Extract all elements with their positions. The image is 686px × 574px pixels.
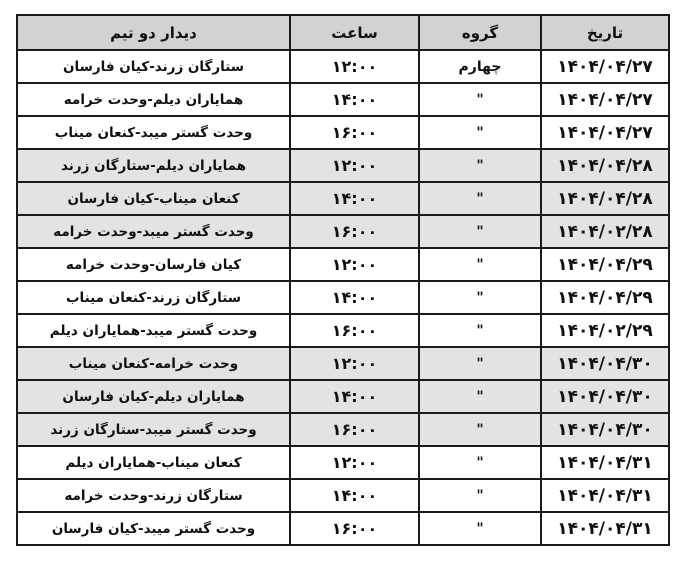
match-cell: ستارگان زرند-کیان فارسان: [17, 50, 290, 83]
group-cell: ": [419, 446, 541, 479]
date-cell: ۱۴۰۴/۰۴/۳۱: [541, 446, 669, 479]
table-row: [17, 347, 669, 380]
match-cell: وحدت خرامه-کنعان میناب: [17, 347, 290, 380]
group-cell: ": [419, 314, 541, 347]
date-cell: ۱۴۰۴/۰۴/۳۰: [541, 380, 669, 413]
time-cell: ۱۴:۰۰: [290, 281, 419, 314]
time-cell: ۱۲:۰۰: [290, 446, 419, 479]
group-cell: ": [419, 347, 541, 380]
time-cell: ۱۴:۰۰: [290, 479, 419, 512]
group-cell: ": [419, 479, 541, 512]
date-cell: ۱۴۰۴/۰۴/۳۱: [541, 512, 669, 545]
table-row: [17, 446, 669, 479]
time-cell: ۱۶:۰۰: [290, 314, 419, 347]
table-row: [17, 149, 669, 182]
group-cell: ": [419, 413, 541, 446]
date-cell: ۱۴۰۴/۰۲/۲۹: [541, 314, 669, 347]
group-cell: ": [419, 215, 541, 248]
match-cell: کنعان میناب-کیان فارسان: [17, 182, 290, 215]
group-cell: ": [419, 182, 541, 215]
date-cell: ۱۴۰۴/۰۴/۲۷: [541, 50, 669, 83]
table-row: [17, 83, 669, 116]
table-row: [17, 479, 669, 512]
schedule-document: [16, 14, 670, 546]
match-cell: کیان فارسان-وحدت خرامه: [17, 248, 290, 281]
group-cell: ": [419, 248, 541, 281]
table-row: [17, 512, 669, 545]
date-cell: ۱۴۰۴/۰۴/۲۸: [541, 182, 669, 215]
table-row: [17, 116, 669, 149]
group-cell: ": [419, 380, 541, 413]
group-cell: ": [419, 83, 541, 116]
time-cell: ۱۲:۰۰: [290, 50, 419, 83]
time-cell: ۱۲:۰۰: [290, 248, 419, 281]
time-cell: ۱۶:۰۰: [290, 215, 419, 248]
header-group: گروه: [419, 15, 541, 50]
date-cell: ۱۴۰۴/۰۴/۲۷: [541, 83, 669, 116]
group-cell: ": [419, 281, 541, 314]
time-cell: ۱۲:۰۰: [290, 347, 419, 380]
date-cell: ۱۴۰۴/۰۲/۲۸: [541, 215, 669, 248]
match-cell: وحدت گستر میبد-کیان فارسان: [17, 512, 290, 545]
match-cell: ستارگان زرند-کنعان میناب: [17, 281, 290, 314]
match-cell: همایاران دیلم-کیان فارسان: [17, 380, 290, 413]
date-cell: ۱۴۰۴/۰۴/۲۹: [541, 281, 669, 314]
date-cell: ۱۴۰۴/۰۴/۲۹: [541, 248, 669, 281]
time-cell: ۱۴:۰۰: [290, 83, 419, 116]
match-cell: همایاران دیلم-وحدت خرامه: [17, 83, 290, 116]
time-cell: ۱۲:۰۰: [290, 149, 419, 182]
group-cell: چهارم: [419, 50, 541, 83]
schedule-table: [16, 14, 670, 546]
table-row: [17, 281, 669, 314]
match-cell: وحدت گستر میبد-همایاران دیلم: [17, 314, 290, 347]
time-cell: ۱۴:۰۰: [290, 182, 419, 215]
header-date: تاریخ: [541, 15, 669, 50]
match-cell: کنعان میناب-همایاران دیلم: [17, 446, 290, 479]
group-cell: ": [419, 116, 541, 149]
table-row: [17, 50, 669, 83]
table-row: [17, 215, 669, 248]
date-cell: ۱۴۰۴/۰۴/۲۸: [541, 149, 669, 182]
table-row: [17, 314, 669, 347]
time-cell: ۱۴:۰۰: [290, 380, 419, 413]
table-row: [17, 380, 669, 413]
match-cell: وحدت گستر میبد-کنعان میناب: [17, 116, 290, 149]
date-cell: ۱۴۰۴/۰۴/۳۱: [541, 479, 669, 512]
time-cell: ۱۶:۰۰: [290, 413, 419, 446]
match-cell: ستارگان زرند-وحدت خرامه: [17, 479, 290, 512]
date-cell: ۱۴۰۴/۰۴/۳۰: [541, 413, 669, 446]
table-row: [17, 413, 669, 446]
table-row: [17, 248, 669, 281]
match-cell: وحدت گستر میبد-وحدت خرامه: [17, 215, 290, 248]
match-cell: وحدت گستر میبد-ستارگان زرند: [17, 413, 290, 446]
table-row: [17, 182, 669, 215]
time-cell: ۱۶:۰۰: [290, 116, 419, 149]
date-cell: ۱۴۰۴/۰۴/۲۷: [541, 116, 669, 149]
match-cell: همایاران دیلم-ستارگان زرند: [17, 149, 290, 182]
schedule-body: [17, 50, 669, 545]
time-cell: ۱۶:۰۰: [290, 512, 419, 545]
header-time: ساعت: [290, 15, 419, 50]
header-match: دیدار دو تیم: [17, 15, 290, 50]
group-cell: ": [419, 512, 541, 545]
group-cell: ": [419, 149, 541, 182]
date-cell: ۱۴۰۴/۰۴/۳۰: [541, 347, 669, 380]
header-row: [17, 15, 669, 50]
